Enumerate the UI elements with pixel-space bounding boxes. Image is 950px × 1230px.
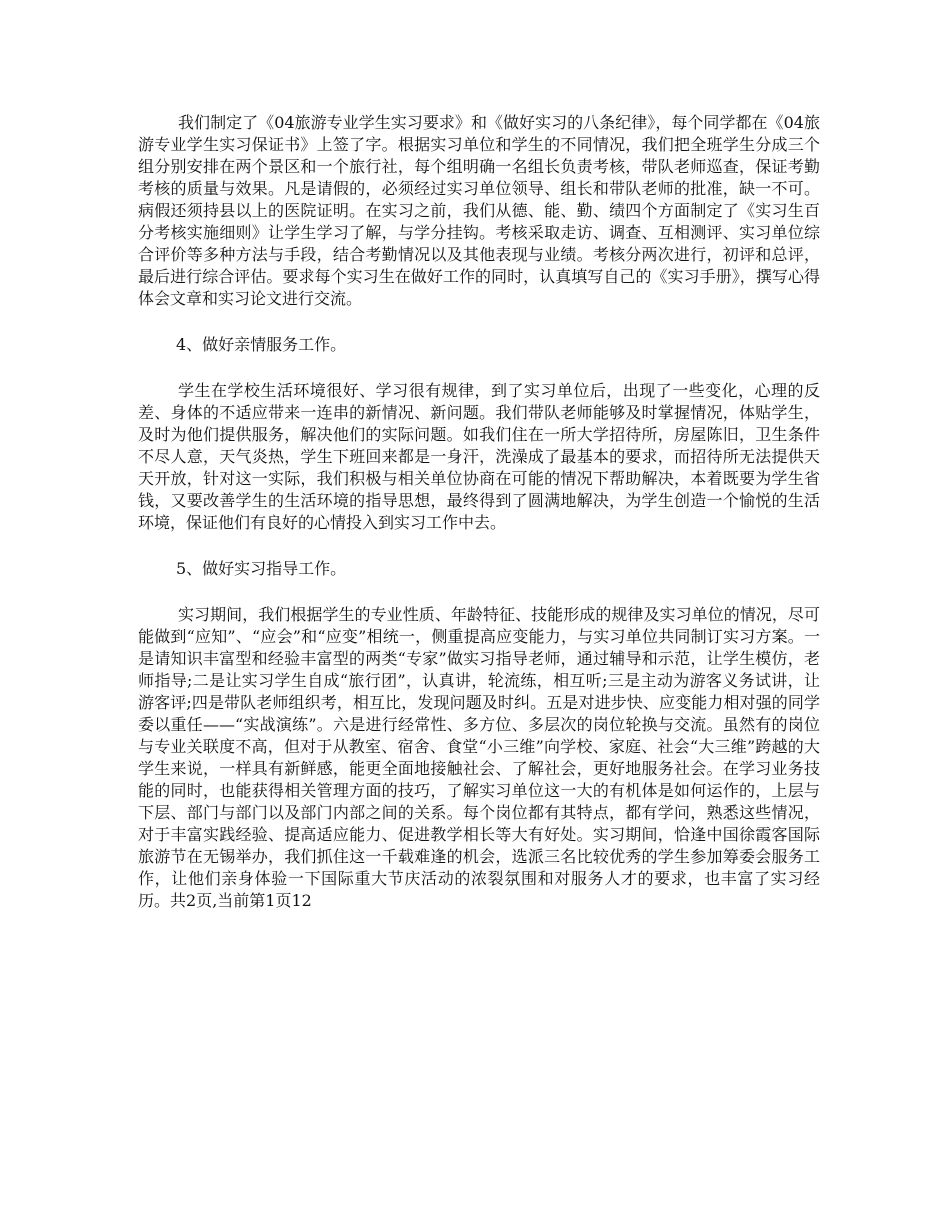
paragraph-gap [138, 580, 820, 604]
document-page [138, 112, 820, 912]
paragraph-internship-guidance [138, 604, 820, 912]
paragraph-exam-rules: 我们制定了《04旅游专业学生实习要求》和《做好实习的八条纪律》，每个同学都在《04旅游专业学生实习保证书》上签了字。根据实习单位和学生的不同情况，我们把全班学生分成三个组分别安排在两个景区和一个旅行社，每个组明确一名组长负责考核，带队老师巡查，保证考勤考核的质量与效果。凡是请假的，必须经过实习单位领导、组长和带队老师的批准，缺一不可。病假还须持县以上的医院证明。在实习之前，我们从德、能、勤、绩四个方面制定了《实习生百分考核实施细则》让学生学习了解，与学分挂钩。考核采取走访、调查、互相测评、实习单位综合评价等多种方法与手段，结合考勤情况以及其他表现与业绩。考核分两次进行，初评和总评，最后进行综合评估。要求每个实习生在做好工作的同时，认真填写自己的《实习手册》，撰写心得体会文章和实习论文进行交流。 [138, 113, 820, 308]
heading-internship-guidance: 5、做好实习指导工作。 [176, 559, 347, 578]
paragraph-gap [138, 310, 820, 334]
paragraph-gap [138, 356, 820, 380]
paragraph-guidance-text: 实习期间，我们根据学生的专业性质、年龄特征、技能形成的规律及实习单位的情况，尽可能做到“应知”、“应会”和“应变”相统一，侧重提高应变能力，与实习单位共同制订实习方案。一是请知识丰富型和经验丰富型的两类“专家”做实习指导老师，通过辅导和示范，让学生模仿，老师指导;二是让实习学生自成“旅行团”，认真讲，轮流练，相互听;三是主动为游客义务试讲，让游客评;四是带队老师组织考，相互比，发现问题及时纠。五是对进步快、应变能力相对强的同学委以重任——“实战演练”。六是进行经常性、多方位、多层次的岗位轮换与交流。虽然有的岗位与专业关联度不高，但对于从教室、宿舍、食堂“小三维”向学校、家庭、社会“大三维”跨越的大学生来说，一样具有新鲜感，能更全面地接触社会、了解社会，更好地服务社会。在学习业务技能的同时，也能获得相关管理方面的技巧，了解实习单位这一大的有机体是如何运作的，上层与下层、部门与部门以及部门内部之间的关系。每个岗位都有其特点，都有学问，熟悉这些情况，对于丰富实践经验、提高适应能力、促进教学相长等大有好处。实习期间，恰逢中国徐霞客国际旅游节在无锡举办，我们抓住这一千载难逢的机会，选派三名比较优秀的学生参加筹委会服务工作，让他们亲身体验一下国际重大节庆活动的浓裂氛围和对服务人才的要求，也丰富了实习经历。 [138, 605, 820, 910]
heading-family-service: 4、做好亲情服务工作。 [176, 335, 347, 354]
paragraph-gap [138, 534, 820, 558]
paragraph-family-service: 学生在学校生活环境很好、学习很有规律，到了实习单位后，出现了一些变化，心理的反差、身体的不适应带来一连串的新情况、新问题。我们带队老师能够及时掌握情况，体贴学生，及时为他们提供服务，解决他们的实际问题。如我们住在一所大学招待所，房屋陈旧，卫生条件不尽人意，天气炎热，学生下班回来都是一身汗，洗澡成了最基本的要求，而招待所无法提供天天开放，针对这一实际，我们积极与相关单位协商在可能的情况下帮助解决，本着既要为学生省钱，又要改善学生的生活环境的指导思想，最终得到了圆满地解决，为学生创造一个愉悦的生活环境，保证他们有良好的心情投入到实习工作中去。 [138, 381, 820, 532]
page-footer: 共2页,当前第1页12 [170, 891, 312, 910]
